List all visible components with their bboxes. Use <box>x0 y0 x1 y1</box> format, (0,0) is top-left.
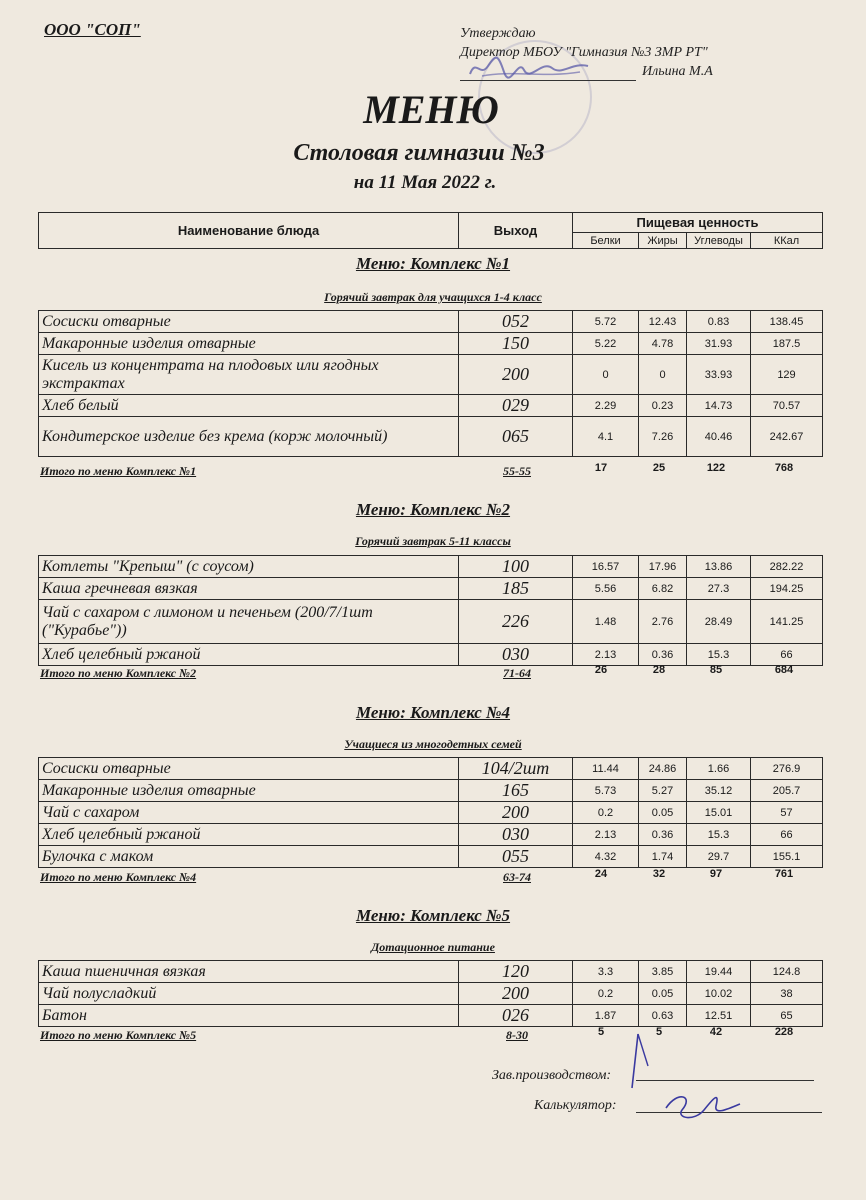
dish-yield: 029 <box>459 395 573 417</box>
carbs-value: 10.02 <box>687 983 751 1005</box>
approval-signature <box>462 48 602 88</box>
fat-value: 0.36 <box>639 644 687 666</box>
menu-section-subtitle: Горячий завтрак 5-11 классы <box>355 534 511 548</box>
protein-value: 4.32 <box>573 846 639 868</box>
protein-value: 0 <box>573 355 639 395</box>
dish-yield: 200 <box>459 983 573 1005</box>
protein-value: 1.87 <box>573 1005 639 1027</box>
header-dish: Наименование блюда <box>39 213 459 249</box>
protein-value: 0.2 <box>573 983 639 1005</box>
dish-name: Каша пшеничная вязкая <box>39 961 459 983</box>
protein-value: 0.2 <box>573 802 639 824</box>
protein-value: 5.56 <box>573 578 639 600</box>
protein-value: 2.29 <box>573 395 639 417</box>
kcal-value: 65 <box>751 1005 823 1027</box>
header-protein: Белки <box>573 233 639 249</box>
dish-yield: 185 <box>459 578 573 600</box>
fat-value: 0.23 <box>639 395 687 417</box>
menu-date: на 11 Мая 2022 г. <box>353 172 497 193</box>
protein-value: 5.73 <box>573 780 639 802</box>
menu-table <box>38 960 823 1027</box>
dish-name: Каша гречневая вязкая <box>39 578 459 600</box>
total-fat: 32 <box>652 868 666 880</box>
dish-yield: 055 <box>459 846 573 868</box>
menu-section-title: Меню: Комплекс №1 <box>355 254 511 273</box>
kcal-value: 282.22 <box>751 556 823 578</box>
dish-name: Батон <box>39 1005 459 1027</box>
table-row <box>39 417 823 457</box>
menu-total-label: Итого по меню Комплекс №4 <box>40 870 197 884</box>
table-row <box>39 355 823 395</box>
total-carbs: 122 <box>706 462 726 474</box>
table-row <box>39 556 823 578</box>
dish-yield: 165 <box>459 780 573 802</box>
total-kcal: 761 <box>774 868 794 880</box>
page-title: МЕНЮ <box>363 87 499 132</box>
kcal-value: 129 <box>751 355 823 395</box>
carbs-value: 14.73 <box>687 395 751 417</box>
menu-total-yield: 63-74 <box>503 870 531 884</box>
dish-name: Хлеб целебный ржаной <box>39 824 459 846</box>
table-row <box>39 311 823 333</box>
fat-value: 1.74 <box>639 846 687 868</box>
menu-total-label: Итого по меню Комплекс №5 <box>40 1028 197 1042</box>
fat-value: 12.43 <box>639 311 687 333</box>
menu-total-label: Итого по меню Комплекс №2 <box>40 666 197 680</box>
kcal-value: 124.8 <box>751 961 823 983</box>
menu-section-subtitle: Горячий завтрак для учащихся 1-4 класс <box>324 290 542 304</box>
protein-value: 2.13 <box>573 824 639 846</box>
dish-name: Котлеты "Крепыш" (с соусом) <box>39 556 459 578</box>
approval-position: Директор МБОУ "Гимназия №3 ЗМР РТ" <box>460 45 708 60</box>
total-protein: 17 <box>594 462 608 474</box>
dish-name: Сосиски отварные <box>39 311 459 333</box>
dish-yield: 200 <box>459 355 573 395</box>
kcal-value: 242.67 <box>751 417 823 457</box>
total-protein: 5 <box>597 1026 605 1038</box>
dish-name: Чай полусладкий <box>39 983 459 1005</box>
nutrition-header-table <box>38 212 823 249</box>
dish-name: Кисель из концентрата на плодовых или ягодных экстрактах <box>39 355 459 395</box>
approval-signer: Ильина М.А <box>642 64 713 79</box>
total-fat: 25 <box>652 462 666 474</box>
dish-yield: 226 <box>459 600 573 644</box>
total-kcal: 228 <box>774 1026 794 1038</box>
protein-value: 5.72 <box>573 311 639 333</box>
fat-value: 17.96 <box>639 556 687 578</box>
table-row <box>39 600 823 644</box>
table-row <box>39 983 823 1005</box>
fat-value: 7.26 <box>639 417 687 457</box>
menu-section-subtitle: Учащиеся из многодетных семей <box>344 737 522 751</box>
total-fat: 28 <box>652 664 666 676</box>
carbs-value: 33.93 <box>687 355 751 395</box>
protein-value: 11.44 <box>573 758 639 780</box>
table-row <box>39 644 823 666</box>
fat-value: 5.27 <box>639 780 687 802</box>
protein-value: 16.57 <box>573 556 639 578</box>
header-yield: Выход <box>459 213 573 249</box>
carbs-value: 15.3 <box>687 644 751 666</box>
header-fat: Жиры <box>639 233 687 249</box>
dish-name: Макаронные изделия отварные <box>39 333 459 355</box>
kcal-value: 276.9 <box>751 758 823 780</box>
carbs-value: 40.46 <box>687 417 751 457</box>
table-row <box>39 395 823 417</box>
table-row <box>39 802 823 824</box>
menu-total-yield: 55-55 <box>503 464 531 478</box>
menu-total-label: Итого по меню Комплекс №1 <box>40 464 197 478</box>
table-row <box>39 1005 823 1027</box>
fat-value: 0.36 <box>639 824 687 846</box>
menu-total-yield: 71-64 <box>503 666 531 680</box>
dish-yield: 100 <box>459 556 573 578</box>
total-protein: 26 <box>594 664 608 676</box>
carbs-value: 15.01 <box>687 802 751 824</box>
dish-name: Булочка с маком <box>39 846 459 868</box>
carbs-value: 15.3 <box>687 824 751 846</box>
kcal-value: 66 <box>751 824 823 846</box>
kcal-value: 57 <box>751 802 823 824</box>
table-row <box>39 333 823 355</box>
fat-value: 2.76 <box>639 600 687 644</box>
handwritten-signatures <box>620 1030 760 1130</box>
dish-yield: 200 <box>459 802 573 824</box>
total-fat: 5 <box>655 1026 663 1038</box>
menu-section-title: Меню: Комплекс №5 <box>355 906 511 925</box>
fat-value: 4.78 <box>639 333 687 355</box>
dish-name: Хлеб белый <box>39 395 459 417</box>
dish-yield: 052 <box>459 311 573 333</box>
carbs-value: 35.12 <box>687 780 751 802</box>
dish-name: Чай с сахаром с лимоном и печеньем (200/7/1шт ("Курабье")) <box>39 600 459 644</box>
total-carbs: 97 <box>709 868 723 880</box>
total-kcal: 768 <box>774 462 794 474</box>
kcal-value: 66 <box>751 644 823 666</box>
fat-value: 0.63 <box>639 1005 687 1027</box>
dish-yield: 120 <box>459 961 573 983</box>
dish-name: Кондитерское изделие без крема (корж молочный) <box>39 417 459 457</box>
fat-value: 6.82 <box>639 578 687 600</box>
dish-yield: 026 <box>459 1005 573 1027</box>
menu-section-subtitle: Дотационное питание <box>371 940 495 954</box>
menu-table <box>38 757 823 868</box>
table-row <box>39 961 823 983</box>
carbs-value: 19.44 <box>687 961 751 983</box>
table-row <box>39 578 823 600</box>
carbs-value: 29.7 <box>687 846 751 868</box>
dish-yield: 030 <box>459 824 573 846</box>
total-carbs: 85 <box>709 664 723 676</box>
dish-name: Макаронные изделия отварные <box>39 780 459 802</box>
organization-name: ООО "СОП" <box>44 20 141 39</box>
dish-name: Хлеб целебный ржаной <box>39 644 459 666</box>
carbs-value: 0.83 <box>687 311 751 333</box>
fat-value: 0.05 <box>639 802 687 824</box>
menu-section-title: Меню: Комплекс №4 <box>355 703 511 722</box>
table-row <box>39 824 823 846</box>
menu-section-title: Меню: Комплекс №2 <box>355 500 511 519</box>
header-carbs: Углеводы <box>687 233 751 249</box>
carbs-value: 28.49 <box>687 600 751 644</box>
carbs-value: 27.3 <box>687 578 751 600</box>
kcal-value: 205.7 <box>751 780 823 802</box>
header-kcal: ККал <box>751 233 823 249</box>
fat-value: 0.05 <box>639 983 687 1005</box>
menu-total-yield: 8-30 <box>506 1028 528 1042</box>
kcal-value: 70.57 <box>751 395 823 417</box>
total-protein: 24 <box>594 868 608 880</box>
dish-yield: 104/2шт <box>459 758 573 780</box>
protein-value: 3.3 <box>573 961 639 983</box>
total-kcal: 684 <box>774 664 794 676</box>
dish-yield: 030 <box>459 644 573 666</box>
page-subtitle: Столовая гимназии №3 <box>293 140 545 166</box>
carbs-value: 31.93 <box>687 333 751 355</box>
header-nutrition: Пищевая ценность <box>573 213 823 233</box>
approval-label: Утверждаю <box>460 26 536 41</box>
fat-value: 0 <box>639 355 687 395</box>
kcal-value: 38 <box>751 983 823 1005</box>
table-row <box>39 758 823 780</box>
table-row <box>39 780 823 802</box>
carbs-value: 1.66 <box>687 758 751 780</box>
protein-value: 2.13 <box>573 644 639 666</box>
table-row <box>39 846 823 868</box>
fat-value: 24.86 <box>639 758 687 780</box>
menu-table <box>38 310 823 457</box>
kcal-value: 138.45 <box>751 311 823 333</box>
carbs-value: 12.51 <box>687 1005 751 1027</box>
kcal-value: 194.25 <box>751 578 823 600</box>
menu-table <box>38 555 823 666</box>
dish-name: Чай с сахаром <box>39 802 459 824</box>
kcal-value: 141.25 <box>751 600 823 644</box>
protein-value: 1.48 <box>573 600 639 644</box>
kcal-value: 187.5 <box>751 333 823 355</box>
carbs-value: 13.86 <box>687 556 751 578</box>
dish-yield: 065 <box>459 417 573 457</box>
total-carbs: 42 <box>709 1026 723 1038</box>
protein-value: 5.22 <box>573 333 639 355</box>
kcal-value: 155.1 <box>751 846 823 868</box>
fat-value: 3.85 <box>639 961 687 983</box>
production-manager-label: Зав.производством: <box>492 1068 612 1083</box>
calculator-label: Калькулятор: <box>534 1098 617 1113</box>
dish-name: Сосиски отварные <box>39 758 459 780</box>
protein-value: 4.1 <box>573 417 639 457</box>
dish-yield: 150 <box>459 333 573 355</box>
